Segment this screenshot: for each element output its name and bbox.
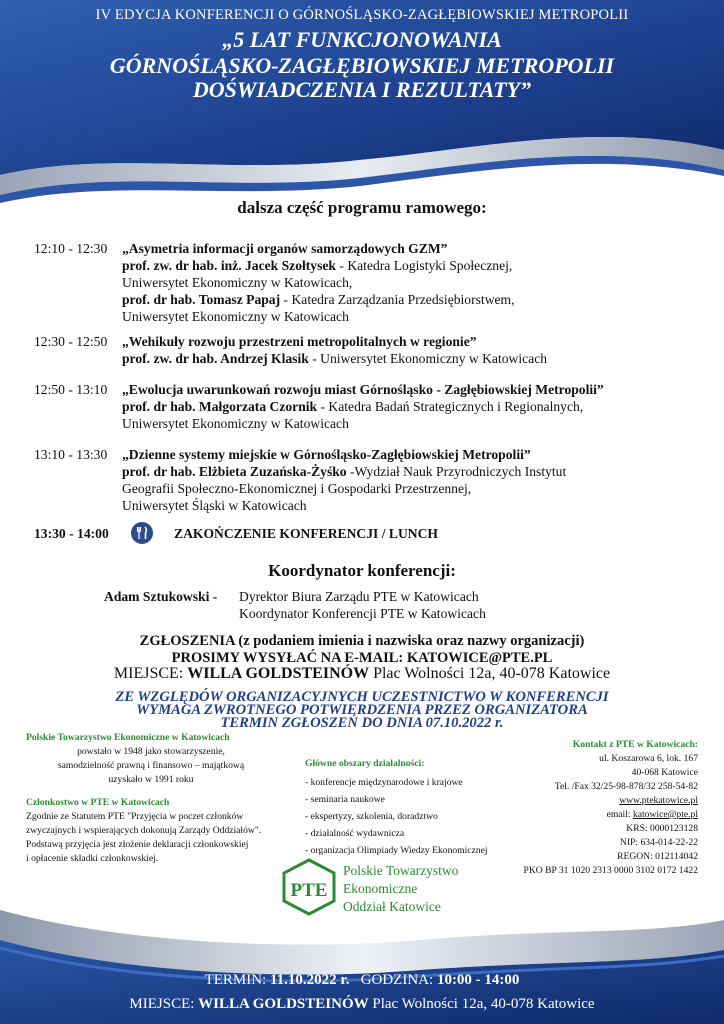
pte-contact bbox=[520, 738, 698, 878]
org-line: Ekonomiczne bbox=[343, 881, 418, 896]
speaker-affiliation: Uniwersytet Ekonomiczny w Katowicach bbox=[122, 416, 349, 431]
speaker-affiliation: - Katedra Badań Strategicznych i Regionalnych, bbox=[317, 399, 584, 414]
speaker-affiliation: - Katedra Zarządzania Przedsiębiorstwem, bbox=[280, 292, 515, 307]
term-label: TERMIN: bbox=[204, 972, 267, 988]
venue-name: WILLA GOLDSTEINÓW bbox=[187, 665, 370, 682]
registry-line: REGON: 012114042 bbox=[617, 851, 698, 862]
venue-line bbox=[0, 665, 724, 683]
email-label: email: bbox=[606, 809, 633, 820]
membership-line: Zgodnie ze Statutem PTE "Przyjęcia w poczet członków bbox=[26, 811, 244, 822]
program-subtitle: dalsza część programu ramowego: bbox=[237, 198, 487, 217]
venue-label: MIEJSCE: bbox=[129, 996, 195, 1012]
website-link[interactable]: www.ptekatowice.pl bbox=[619, 795, 698, 806]
registry-line: NIP: 634-014-22-22 bbox=[619, 837, 698, 848]
slot-title: „Ewolucja uwarunkowań rozwoju miast Górnośląsko - Zagłębiowskiej Metropolii” bbox=[122, 382, 604, 397]
contact-line: 40-068 Katowice bbox=[631, 767, 698, 778]
membership-line: zwyczajnych i wspierających dokonują Zarządy Oddziałów". bbox=[26, 825, 262, 836]
area-item: - seminaria naukowe bbox=[305, 794, 385, 805]
speaker-affiliation: - Katedra Logistyki Społecznej, bbox=[336, 258, 513, 273]
pte-areas bbox=[305, 757, 505, 858]
about-line: uzyskało w 1991 roku bbox=[108, 774, 194, 785]
speaker-name: prof. dr hab. Tomasz Papaj bbox=[122, 292, 281, 307]
coordinator-heading: Koordynator konferencji: bbox=[268, 561, 456, 580]
speaker-affiliation: -Wydział Nauk Przyrodniczych Instytut bbox=[346, 464, 567, 479]
hour-label: GODZINA: bbox=[360, 972, 434, 988]
fork-knife-icon bbox=[131, 522, 153, 544]
venue-address: Plac Wolności 12a, 40-078 Katowice bbox=[372, 996, 595, 1012]
term-date: 11.10.2022 r. bbox=[269, 972, 350, 988]
registry-line: KRS: 0000123128 bbox=[626, 823, 698, 834]
contact-title: Kontakt z PTE w Katowicach: bbox=[572, 739, 698, 750]
speaker-affiliation: Uniwersytet Ekonomiczny w Katowicach bbox=[122, 309, 349, 324]
coordinator-role: Dyrektor Biura Zarządu PTE w Katowicach bbox=[239, 589, 479, 604]
areas-title: Główne obszary działalności: bbox=[305, 758, 425, 769]
hours-value: 10:00 - 14:00 bbox=[436, 972, 520, 988]
slot-time: 12:30 - 12:50 bbox=[34, 334, 108, 349]
lunch-time: 13:30 - 14:00 bbox=[34, 526, 109, 541]
speaker-affiliation: Uniwersytet Ekonomiczny w Katowicach, bbox=[122, 275, 353, 290]
contact-line: ul. Koszarowa 6, lok. 167 bbox=[599, 753, 698, 764]
speaker-name: prof. zw. dr hab. Andrzej Klasik bbox=[122, 351, 309, 366]
speaker-affiliation: Uniwersytet Śląski w Katowicach bbox=[122, 498, 307, 513]
about-line: powstało w 1948 jako stowarzyszenie, bbox=[77, 746, 225, 757]
slot-title: „Dzienne systemy miejskie w Górnośląsko-Zagłębiowskiej Metropolii” bbox=[122, 447, 531, 462]
membership-title: Członkostwo w PTE w Katowicach bbox=[26, 797, 170, 808]
area-item: - organizacja Olimpiady Wiedzy Ekonomicznej bbox=[305, 845, 488, 856]
venue-address: Plac Wolności 12a, 40-078 Katowice bbox=[373, 665, 611, 682]
title-line-2: GÓRNOŚLĄSKO-ZAGŁĘBIOWSKIEJ METROPOLII bbox=[109, 53, 615, 78]
venue-label: MIEJSCE: bbox=[113, 665, 184, 682]
notice-line: WYMAGA ZWROTNEGO POTWIERDZENIA PRZEZ ORGANIZATORA bbox=[136, 702, 588, 718]
registration-line: ZGŁOSZENIA (z podaniem imienia i nazwiska oraz nazwy organizacji) bbox=[139, 633, 585, 649]
slot-title: „Wehikuły rozwoju przestrzeni metropolitalnych w regionie” bbox=[122, 334, 477, 349]
email-link[interactable]: katowice@pte.pl bbox=[632, 809, 698, 820]
area-item: - ekspertyzy, szkolenia, doradztwo bbox=[305, 811, 438, 822]
membership-line: i opłacenie składki członkowskiej. bbox=[26, 853, 159, 864]
speaker-name: prof. dr hab. Elżbieta Zuzańska-Żyśko bbox=[122, 464, 347, 479]
org-line: Polskie Towarzystwo bbox=[343, 863, 459, 878]
slot-title: „Asymetria informacji organów samorządowych GZM” bbox=[122, 241, 448, 256]
bank-account: PKO BP 31 1020 2313 0000 3102 0172 1422 bbox=[523, 865, 698, 876]
slot-time: 12:50 - 13:10 bbox=[34, 382, 108, 397]
speaker-name: prof. zw. dr hab. inż. Jacek Szołtysek bbox=[122, 258, 336, 273]
title-line-3: DOŚWIADCZENIA I REZULTATY” bbox=[192, 77, 532, 102]
area-item: - konferencje międzynarodowe i krajowe bbox=[305, 777, 463, 788]
area-item: - działalność wydawnicza bbox=[305, 828, 405, 839]
lunch-label: ZAKOŃCZENIE KONFERENCJI / LUNCH bbox=[174, 526, 438, 541]
speaker-name: prof. dr hab. Małgorzata Czornik bbox=[122, 399, 318, 414]
slot-time: 12:10 - 12:30 bbox=[34, 241, 108, 256]
about-title: Polskie Towarzystwo Ekonomiczne w Katowicach bbox=[26, 732, 230, 743]
contact-line: Tel. /Fax 32/25-98-878/32 258-54-82 bbox=[554, 781, 698, 792]
venue-name: WILLA GOLDSTEINÓW bbox=[198, 996, 369, 1012]
coordinator-name: Adam Sztukowski - bbox=[104, 589, 218, 604]
speaker-affiliation: - Uniwersytet Ekonomiczny w Katowicach bbox=[308, 351, 548, 366]
speaker-affiliation: Geografii Społeczno-Ekonomicznej i Gospodarki Przestrzennej, bbox=[122, 481, 472, 496]
coordinator-role: Koordynator Konferencji PTE w Katowicach bbox=[239, 606, 486, 621]
notice-line: ZE WZGLĘDÓW ORGANIZACYJNYCH UCZESTNICTWO W KONFERENCJI bbox=[115, 689, 609, 705]
about-line: samodzielność prawną i finansowo – majątkową bbox=[57, 760, 245, 771]
registration-email-line: PROSIMY WYSYŁAĆ NA E-MAIL: KATOWICE@PTE.PL bbox=[171, 650, 553, 666]
edition-line: IV EDYCJA KONFERENCJI O GÓRNOŚLĄSKO-ZAGŁĘBIOWSKIEJ METROPOLII bbox=[95, 7, 629, 23]
logo-text: PTE bbox=[290, 880, 328, 901]
title-line-1: „5 LAT FUNKCJONOWANIA bbox=[222, 27, 502, 52]
pte-about bbox=[26, 731, 276, 866]
org-line: Oddział Katowice bbox=[343, 899, 441, 914]
footer-date-line bbox=[0, 972, 724, 989]
membership-line: Podstawą przyjęcia jest złożenie deklaracji członkowskiej bbox=[26, 839, 249, 850]
notice-deadline: TERMIN ZGŁOSZEŃ DO DNIA 07.10.2022 r. bbox=[220, 715, 504, 731]
footer-venue-line bbox=[0, 996, 724, 1013]
slot-time: 13:10 - 13:30 bbox=[34, 447, 108, 462]
